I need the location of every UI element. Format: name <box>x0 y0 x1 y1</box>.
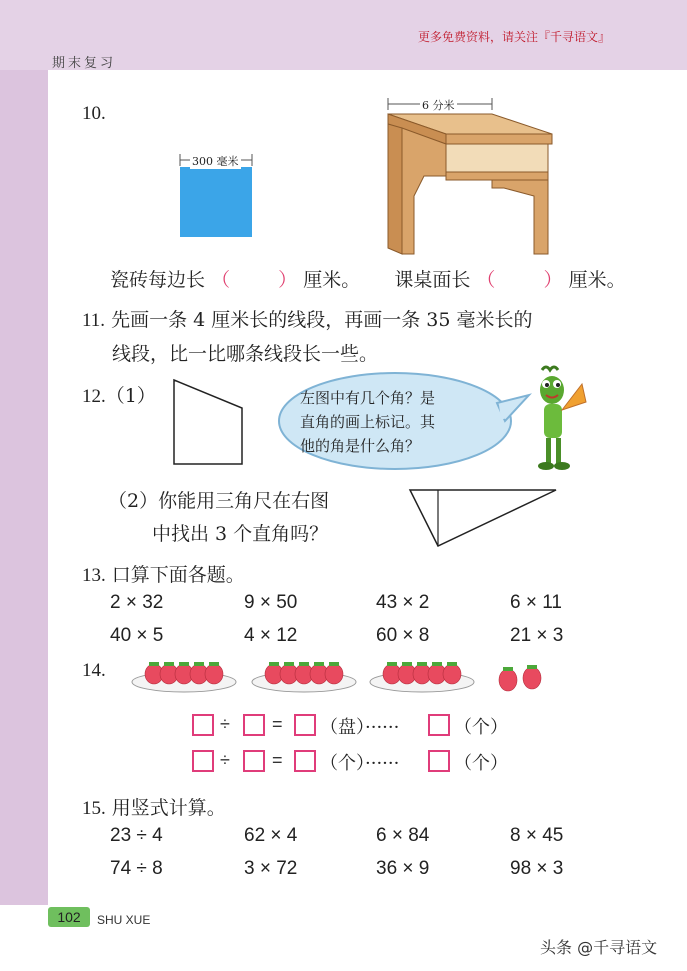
q11-line1 <box>82 305 533 332</box>
calc-item: 36 × 9 <box>376 858 430 879</box>
plate-icon <box>132 662 236 692</box>
q13-number: 13. <box>82 565 106 586</box>
answer-box[interactable] <box>428 714 450 736</box>
calc-item: 62 × 4 <box>244 825 298 846</box>
calc-item: 60 × 8 <box>376 625 430 646</box>
promo-note: 更多免费资料，请关注『千寻语文』 <box>418 30 611 44</box>
calc-item: 21 × 3 <box>510 625 564 646</box>
bubble-line: 左图中有几个角？是 <box>300 389 436 407</box>
cartoon-character-icon <box>532 362 588 474</box>
equals-sign: = <box>272 750 283 770</box>
tile-question-text: 瓷砖每边长 <box>110 269 206 291</box>
answer-box[interactable] <box>192 750 214 772</box>
calc-item: 6 × 11 <box>510 592 562 613</box>
equals-sign: = <box>272 714 283 734</box>
left-margin-band <box>0 70 48 910</box>
desk-size-label: 6 分米 <box>422 99 455 112</box>
unit-piece-label: （个）······ <box>320 753 400 774</box>
bubble-line: 直角的画上标记。其 <box>300 413 436 431</box>
answer-box[interactable] <box>428 750 450 772</box>
calc-item: 9 × 50 <box>244 592 298 613</box>
answer-box[interactable] <box>243 750 265 772</box>
q15-header <box>82 793 226 820</box>
desk-figure <box>384 96 556 258</box>
bubble-text <box>300 386 500 458</box>
unit-plate-label: （盘）······ <box>320 717 400 738</box>
plate-icon <box>252 662 356 692</box>
q12-part2-line1: （2）你能用三角尺在右图 <box>108 490 330 512</box>
unit-piece-label: （个） <box>454 753 508 774</box>
q12-number: 12. <box>82 386 106 407</box>
q11-number: 11. <box>82 310 106 331</box>
plate-icon <box>370 662 474 692</box>
tile-size-label: 300 毫米 <box>192 155 239 168</box>
answer-paren-open: （ <box>476 269 496 291</box>
q10-number: 10. <box>82 103 106 124</box>
calc-item: 8 × 45 <box>510 825 564 846</box>
q13-header <box>82 560 245 587</box>
calc-item: 98 × 3 <box>510 858 564 879</box>
triangle-figure <box>408 486 560 550</box>
bubble-line: 他的角是什么角？ <box>300 437 421 455</box>
answer-box[interactable] <box>192 714 214 736</box>
unit-text: 厘米。 <box>303 269 361 291</box>
q15-number: 15. <box>82 798 106 819</box>
calc-item: 2 × 32 <box>110 592 164 613</box>
page-number-badge: 102 <box>48 907 90 927</box>
divide-sign: ÷ <box>220 750 230 770</box>
divide-sign: ÷ <box>220 714 230 734</box>
q12-part1-label: （1） <box>105 385 156 407</box>
subject-label: SHU XUE <box>97 913 151 927</box>
unit-text: 厘米。 <box>568 269 626 291</box>
section-header: 期末复习 <box>52 56 117 71</box>
unit-piece-label: （个） <box>454 717 508 738</box>
answer-box[interactable] <box>294 714 316 736</box>
watermark-text: 头条 @千寻语文 <box>540 938 658 957</box>
answer-paren-open: （ <box>211 269 231 291</box>
calc-item: 3 × 72 <box>244 858 298 879</box>
answer-box[interactable] <box>294 750 316 772</box>
q12-part2-line2: 中找出 3 个直角吗？ <box>152 523 329 545</box>
answer-box[interactable] <box>243 714 265 736</box>
calc-item: 23 ÷ 4 <box>110 825 163 846</box>
q11-text-line2: 线段，比一比哪条线段长一些。 <box>112 343 379 365</box>
q14-number: 14. <box>82 660 106 681</box>
calc-item: 43 × 2 <box>376 592 430 613</box>
answer-paren-close: ） <box>278 269 298 291</box>
q15-title: 用竖式计算。 <box>111 797 226 819</box>
calc-item: 40 × 5 <box>110 625 164 646</box>
q10-answer-line <box>110 265 626 292</box>
strawberry-plates-figure <box>132 654 572 696</box>
calc-item: 6 × 84 <box>376 825 430 846</box>
quadrilateral-figure <box>172 378 246 468</box>
q11-text-line1: 先画一条 4 厘米长的线段，再画一条 35 毫米长的 <box>111 309 533 331</box>
answer-paren-close: ） <box>543 269 563 291</box>
calc-item: 4 × 12 <box>244 625 298 646</box>
desk-question-text: 课桌面长 <box>394 269 471 291</box>
q12-header <box>82 381 156 408</box>
q13-title: 口算下面各题。 <box>111 564 245 586</box>
calc-item: 74 ÷ 8 <box>110 858 163 879</box>
